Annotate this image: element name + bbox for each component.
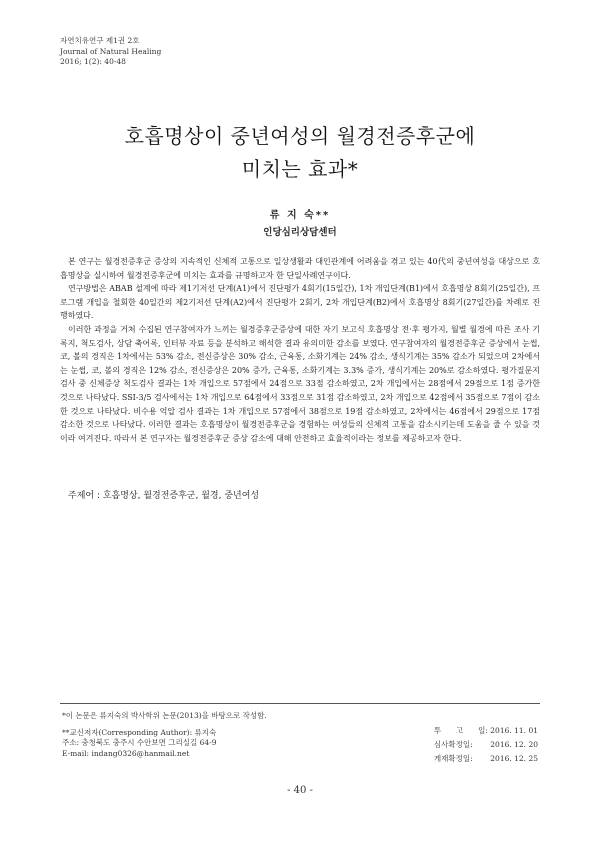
footnote-divider [60,703,540,704]
abstract-paragraph: 이러한 과정을 거쳐 수집된 연구참여자가 느끼는 월경증후군증상에 대한 자기 보고식 호흡명상 전·후 평가지, 월별 월경에 따른 조사 기록지, 척도검사, 상담 축어록, 인터뷰 자료 등을 분석하고 해석한 결과 유의미한 감소를 보였다. 연구참여자의 월경전증후군 증상에서 눈썹, 코, 볼의 경직은 1차에서는 53% 감소, 전신증상은 30% 감소, 근육통, 소화기계는 24% 감소, 생식기계는 35% 감소가 되었으며 2차에서는 눈썹, 코, 볼의 경직은 12% 감소, 전신증상은 20% 증가, 근육통, 소화기계는 3.3% 증가, 생식기계는 20%로 감소하였다. 평가질문지 검사 중 신체증상 척도검사 결과는 1차 개입으로 57점에서 24점으로 33점 감소하였고, 2차 개입에서는 28점에서 29점으로 1점 증가한 것으로 나타났다. SSI-3/5 검사에서는 1차 개입으로 64점에서 33점으로 31점 감소하였고, 2차 개입으로 42점에서 35점으로 7점이 감소한 것으로 나타났다. 비수용 억압 검사 결과는 1차 개입으로 57점에서 38점으로 19점 감소하였고, 2차에서는 46점에서 29점으로 17점 감소한 것으로 나타났다. 이러한 결과는 호흡명상이 월경전증후군을 경험하는 여성들의 신체적 고통을 감소시키는데 도움을 줄 수 있을 것이라 여겨진다. 따라서 본 연구자는 월경전증후군 증상 감소에 대해 안전하고 효율적이라는 정보를 제공하고자 한다. [60,324,540,443]
page-number: - 40 - [287,785,313,796]
title-line-1: 호흡명상이 중년여성의 월경전증후군에 [124,124,476,148]
date-submitted [434,724,538,738]
paper-title [60,120,540,186]
date-accepted [434,752,538,766]
title-line-2: 미치는 효과* [241,157,359,181]
corresponding-author: **교신저자(Corresponding Author): 류지숙 [62,727,217,737]
author-address: 주소: 충청북도 충주시 수안보면 그리실길 64-9 [62,738,217,747]
thesis-note: *이 논문은 류지숙의 박사학위 논문(2013)을 바탕으로 작성함. [62,711,267,720]
abstract-paragraph: 연구방법은 ABAB 설계에 따라 제1기저선 단계(A1)에서 진단평가 4회기(15일간), 1차 개입단계(B1)에서 호흡명상 8회기(25일간), 프로그램 개입을 철회한 40일간의 제2기저선 단계(A2)에서 진단평가 2회기, 2차 개입단계(B2)에서 호흡명상 8회기(27일간)를 차례로 진행하였다. [60,284,540,321]
date-label: 게재확정일: [433,754,473,763]
keywords: 주제어 : 호흡명상, 월경전증후군, 월경, 중년여성 [68,491,260,501]
journal-name-ko: 자연치유연구 제1권 2호 [60,36,140,45]
author-affiliation: 인당심리상담센터 [263,227,337,238]
date-value: 2016. 12. 20 [490,740,538,749]
publication-dates [434,724,538,766]
date-value: 2016. 12. 25 [490,754,538,763]
date-reviewed [434,738,538,752]
author-email[interactable]: E-mail: indang0326@hanmail.net [62,748,190,758]
abstract-paragraph: 본 연구는 월경전증후군 증상의 지속적인 신체적 고통으로 일상생활과 대인관계에 어려움을 겪고 있는 40代의 중년여성을 대상으로 호흡명상을 실시하여 월경전증후군에 미치는 효과를 규명하고자 한 단일사례연구이다. [60,257,540,280]
author-name: 류 지 숙** [269,210,331,221]
journal-name-en: Journal of Natural Healing [60,46,162,56]
footnotes [62,711,267,759]
journal-header [60,36,161,68]
journal-issue: 2016; 1(2): 40-48 [60,57,126,66]
abstract [60,255,540,445]
date-value: 2016. 11. 01 [490,726,538,735]
date-label: 투 고 일: [433,726,488,735]
date-label: 심사확정일: [433,740,473,749]
